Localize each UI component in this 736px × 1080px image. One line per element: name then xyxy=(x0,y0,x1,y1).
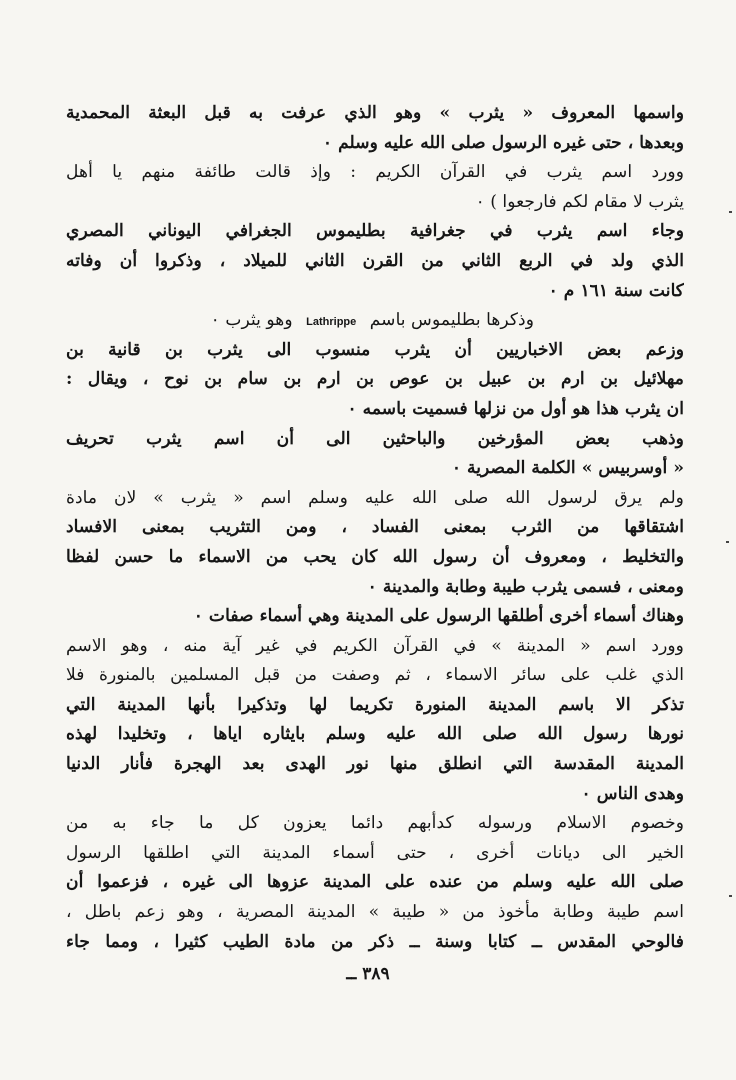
text-line-17: ومعنى ، فسمى يثرب طيبة وطابة والمدينة ٠ xyxy=(367,576,684,597)
text-line-18: وهناك أسماء أخرى أطلقها الرسول على المدينة وهي أسماء صفات ٠ xyxy=(193,606,684,627)
page-number: ٣٨٩ ــ xyxy=(346,964,390,984)
text-line-26: الخير الى ديانات أخرى ، حتى أسماء المدينة التي اطلقها الرسول xyxy=(66,842,684,863)
text-line-9: وزعم بعض الاخباريين أن يثرب منسوب الى يثرب بن قانية بن xyxy=(66,339,684,360)
text-line-12: وذهب بعض المؤرخين والباحثين الى أن اسم يثرب تحريف xyxy=(66,428,684,449)
latin-term: Lathrippe xyxy=(306,316,357,329)
text-line-16: والتخليط ، ومعروف أن رسول الله كان يحب من الاسماء ما حسن لفظا xyxy=(66,546,684,567)
text-line-8 xyxy=(66,306,684,336)
text-line-20: الذي غلب على سائر الاسماء ، ثم وصفت من قبل المسلمين بالمنورة فلا xyxy=(66,665,684,686)
text-line-8-end: وهو يثرب ٠ xyxy=(210,310,293,331)
text-line-28: اسم طيبة وطابة مأخوذ من « طيبة » المدينة المصرية ، وهو زعم باطل ، xyxy=(66,902,684,923)
text-line-4: يثرب لا مقام لكم فارجعوا ) ٠ xyxy=(475,191,684,212)
text-line-13: « أوسربيس » الكلمة المصرية ٠ xyxy=(451,458,684,479)
text-line-2: وبعدها ، حتى غيره الرسول صلى الله عليه وسلم ٠ xyxy=(322,132,684,153)
text-line-24: وهدى الناس ٠ xyxy=(581,783,684,804)
text-line-8-start: وذكرها بطليموس باسم xyxy=(369,310,534,331)
margin-speck xyxy=(729,211,732,213)
text-line-25: وخصوم الاسلام ورسوله كدأبهم دائما يعزون كل ما جاء به من xyxy=(66,813,684,834)
margin-speck xyxy=(726,541,729,543)
body-text xyxy=(66,99,684,957)
text-line-19: وورد اسم « المدينة » في القرآن الكريم في غير آية منه ، وهو الاسم xyxy=(66,635,684,656)
text-line-14: ولم يرق لرسول الله صلى الله عليه وسلم اسم « يثرب » لان مادة xyxy=(66,487,684,508)
text-line-23: المدينة المقدسة التي انطلق منها نور الهدى بعد الهجرة فأنار الدنيا xyxy=(66,754,684,775)
text-line-29: فالوحي المقدس ــ كتابا وسنة ــ ذكر من مادة الطيب كثيرا ، ومما جاء xyxy=(66,931,684,952)
text-line-3: وورد اسم يثرب في القرآن الكريم : وإذ قالت طائفة منهم يا أهل xyxy=(66,162,684,183)
margin-speck xyxy=(729,895,732,897)
text-line-15: اشتقاقها من الثرب بمعنى الفساد ، ومن التثريب بمعنى الافساد xyxy=(66,517,684,538)
text-line-21: تذكر الا باسم المدينة المنورة تكريما لها وتذكيرا بأنها المدينة التي xyxy=(66,694,684,715)
text-line-5: وجاء اسم يثرب في جغرافية بطليموس الجغرافي اليوناني المصري xyxy=(66,221,684,242)
text-line-1: واسمها المعروف « يثرب » وهو الذي عرفت به قبل البعثة المحمدية xyxy=(66,103,684,123)
text-line-27: صلى الله عليه وسلم من عنده على المدينة عزوها الى غيره ، فزعموا أن xyxy=(66,872,684,893)
text-line-11: ان يثرب هذا هو أول من نزلها فسميت باسمه ٠ xyxy=(347,398,684,419)
text-line-7: كانت سنة ١٦١ م ٠ xyxy=(548,280,684,301)
text-line-10: مهلائيل بن ارم بن عبيل بن عوص بن ارم بن سام بن نوح ، ويقال : xyxy=(66,369,684,390)
text-line-6: الذي ولد في الربع الثاني من القرن الثاني للميلاد ، وذكروا أن وفاته xyxy=(66,250,684,271)
text-line-22: نورها رسول الله صلى الله عليه وسلم بايثاره اياها ، وتخليدا لهذه xyxy=(66,724,684,745)
